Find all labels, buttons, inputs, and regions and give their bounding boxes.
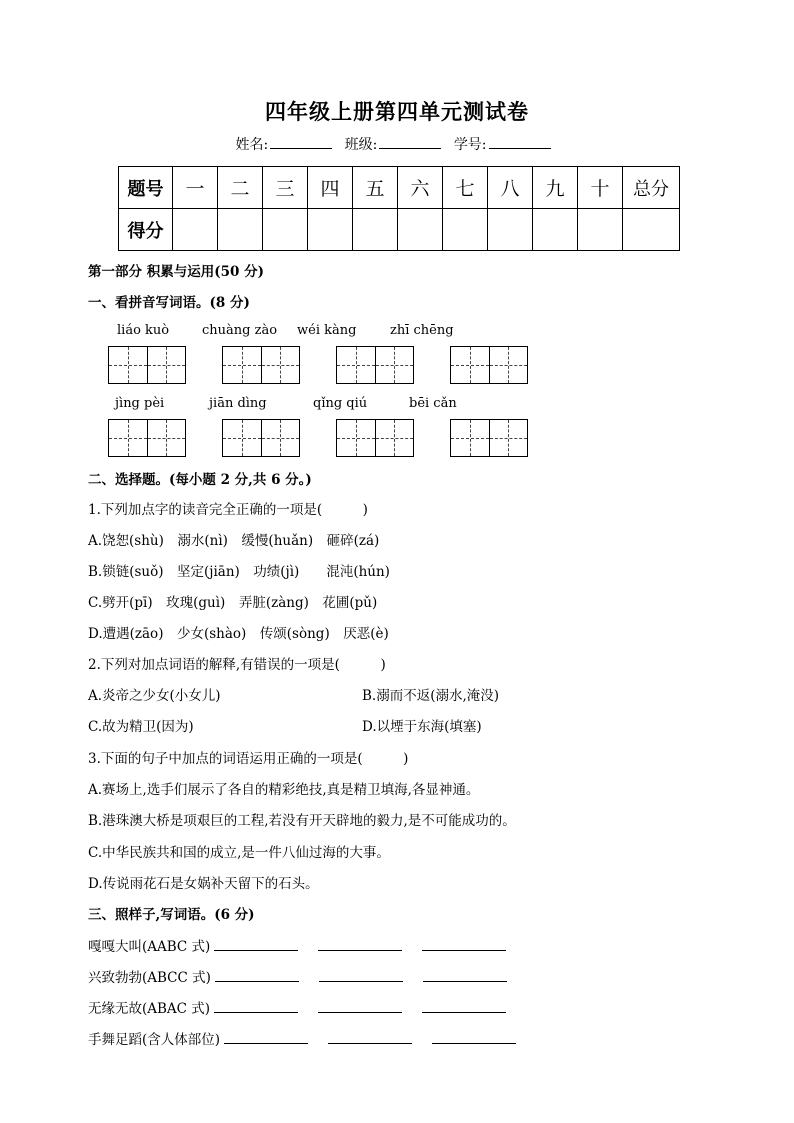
pinyin-label: zhī chēng <box>390 323 454 338</box>
question-stem: 1.下列加点字的读音完全正确的一项是( ) <box>88 502 368 518</box>
word-pattern-item <box>88 997 506 1017</box>
score-cell[interactable] <box>263 209 308 251</box>
score-cell[interactable] <box>218 209 263 251</box>
part1-heading: 第一部分 积累与运用(50 分) <box>88 264 264 280</box>
word-pattern-label: 嘎嘎大叫(AABC 式) <box>88 939 211 955</box>
column-header: 一 <box>173 167 218 209</box>
section3-heading: 三、照样子,写词语。(6 分) <box>88 907 255 923</box>
writing-grid[interactable] <box>336 419 414 457</box>
column-header: 六 <box>398 167 443 209</box>
score-cell[interactable] <box>443 209 488 251</box>
column-header: 十 <box>578 167 623 209</box>
score-table-score-row <box>119 209 680 251</box>
score-cell[interactable] <box>533 209 578 251</box>
student-info <box>0 134 794 154</box>
answer-blank[interactable] <box>319 969 403 982</box>
score-table-header-row <box>119 167 680 209</box>
question-stem: 3.下面的句子中加点的词语运用正确的一项是( ) <box>88 751 409 767</box>
option-c[interactable]: C.中华民族共和国的成立,是一件八仙过海的大事。 <box>88 845 390 861</box>
answer-blank[interactable] <box>214 938 298 951</box>
answer-blank[interactable] <box>224 1031 308 1044</box>
option-d[interactable]: D.以堙于东海(填塞) <box>362 719 482 735</box>
answer-blank[interactable] <box>422 938 506 951</box>
writing-grid[interactable] <box>450 419 528 457</box>
question-number-label: 题号 <box>119 167 173 209</box>
answer-blank[interactable] <box>318 938 402 951</box>
column-header: 七 <box>443 167 488 209</box>
word-pattern-label: 手舞足蹈(含人体部位) <box>88 1032 221 1048</box>
writing-grid[interactable] <box>222 346 300 384</box>
section1-heading: 一、看拼音写词语。(8 分) <box>88 295 250 311</box>
option-a[interactable]: A.饶恕(shù) 溺水(nì) 缓慢(huǎn) 砸碎(zá) <box>88 533 380 549</box>
option-b[interactable]: B.港珠澳大桥是项艰巨的工程,若没有开天辟地的毅力,是不可能成功的。 <box>88 813 516 829</box>
writing-grid[interactable] <box>108 419 186 457</box>
pinyin-label: qǐng qiú <box>313 396 368 411</box>
column-header: 五 <box>353 167 398 209</box>
word-pattern-label: 无缘无故(ABAC 式) <box>88 1001 211 1017</box>
answer-blank[interactable] <box>318 1000 402 1013</box>
answer-blank[interactable] <box>328 1031 412 1044</box>
score-cell[interactable] <box>578 209 623 251</box>
section2-heading: 二、选择题。(每小题 2 分,共 6 分。) <box>88 472 312 488</box>
score-table <box>118 166 680 251</box>
option-c[interactable]: C.故为精卫(因为) <box>88 719 194 735</box>
answer-blank[interactable] <box>215 969 299 982</box>
writing-grid[interactable] <box>222 419 300 457</box>
column-header: 八 <box>488 167 533 209</box>
score-cell[interactable] <box>488 209 533 251</box>
class-blank[interactable] <box>379 134 441 149</box>
id-label: 学号: <box>453 137 487 153</box>
score-cell[interactable] <box>308 209 353 251</box>
word-pattern-label: 兴致勃勃(ABCC 式) <box>88 970 211 986</box>
pinyin-label: bēi cǎn <box>409 396 457 411</box>
writing-grid[interactable] <box>336 346 414 384</box>
score-cell[interactable] <box>173 209 218 251</box>
total-score-cell[interactable] <box>623 209 680 251</box>
answer-blank[interactable] <box>423 969 507 982</box>
column-header: 二 <box>218 167 263 209</box>
option-a[interactable]: A.炎帝之少女(小女儿) <box>88 688 221 704</box>
option-b[interactable]: B.锁链(suǒ) 坚定(jiān) 功绩(jì) 混沌(hún) <box>88 564 390 580</box>
pinyin-label: chuàng zào <box>202 323 278 338</box>
writing-grid[interactable] <box>108 346 186 384</box>
column-header: 九 <box>533 167 578 209</box>
option-d[interactable]: D.遭遇(zāo) 少女(shào) 传颂(sòng) 厌恶(è) <box>88 626 389 642</box>
word-pattern-item <box>88 1028 516 1048</box>
pinyin-label: jiān dìng <box>209 396 267 411</box>
total-label: 总分 <box>623 167 680 209</box>
word-pattern-item <box>88 935 506 955</box>
word-pattern-item <box>88 966 507 986</box>
option-c[interactable]: C.劈开(pī) 玫瑰(guì) 弄脏(zàng) 花圃(pǔ) <box>88 595 378 611</box>
name-blank[interactable] <box>270 134 332 149</box>
writing-grid[interactable] <box>450 346 528 384</box>
score-cell[interactable] <box>398 209 443 251</box>
question-stem: 2.下列对加点词语的解释,有错误的一项是( ) <box>88 657 386 673</box>
score-label: 得分 <box>119 209 173 251</box>
class-label: 班级: <box>344 137 378 153</box>
option-d[interactable]: D.传说雨花石是女娲补天留下的石头。 <box>88 876 319 892</box>
score-cell[interactable] <box>353 209 398 251</box>
pinyin-label: wéi kàng <box>297 323 357 338</box>
column-header: 三 <box>263 167 308 209</box>
pinyin-label: liáo kuò <box>117 323 170 338</box>
option-b[interactable]: B.溺而不返(溺水,淹没) <box>362 688 500 704</box>
column-header: 四 <box>308 167 353 209</box>
pinyin-label: jìng pèi <box>115 396 165 411</box>
answer-blank[interactable] <box>214 1000 298 1013</box>
name-label: 姓名: <box>235 137 269 153</box>
option-a[interactable]: A.赛场上,选手们展示了各自的精彩绝技,真是精卫填海,各显神通。 <box>88 782 480 798</box>
answer-blank[interactable] <box>432 1031 516 1044</box>
answer-blank[interactable] <box>422 1000 506 1013</box>
id-blank[interactable] <box>489 134 551 149</box>
page-title: 四年级上册第四单元测试卷 <box>265 99 529 124</box>
